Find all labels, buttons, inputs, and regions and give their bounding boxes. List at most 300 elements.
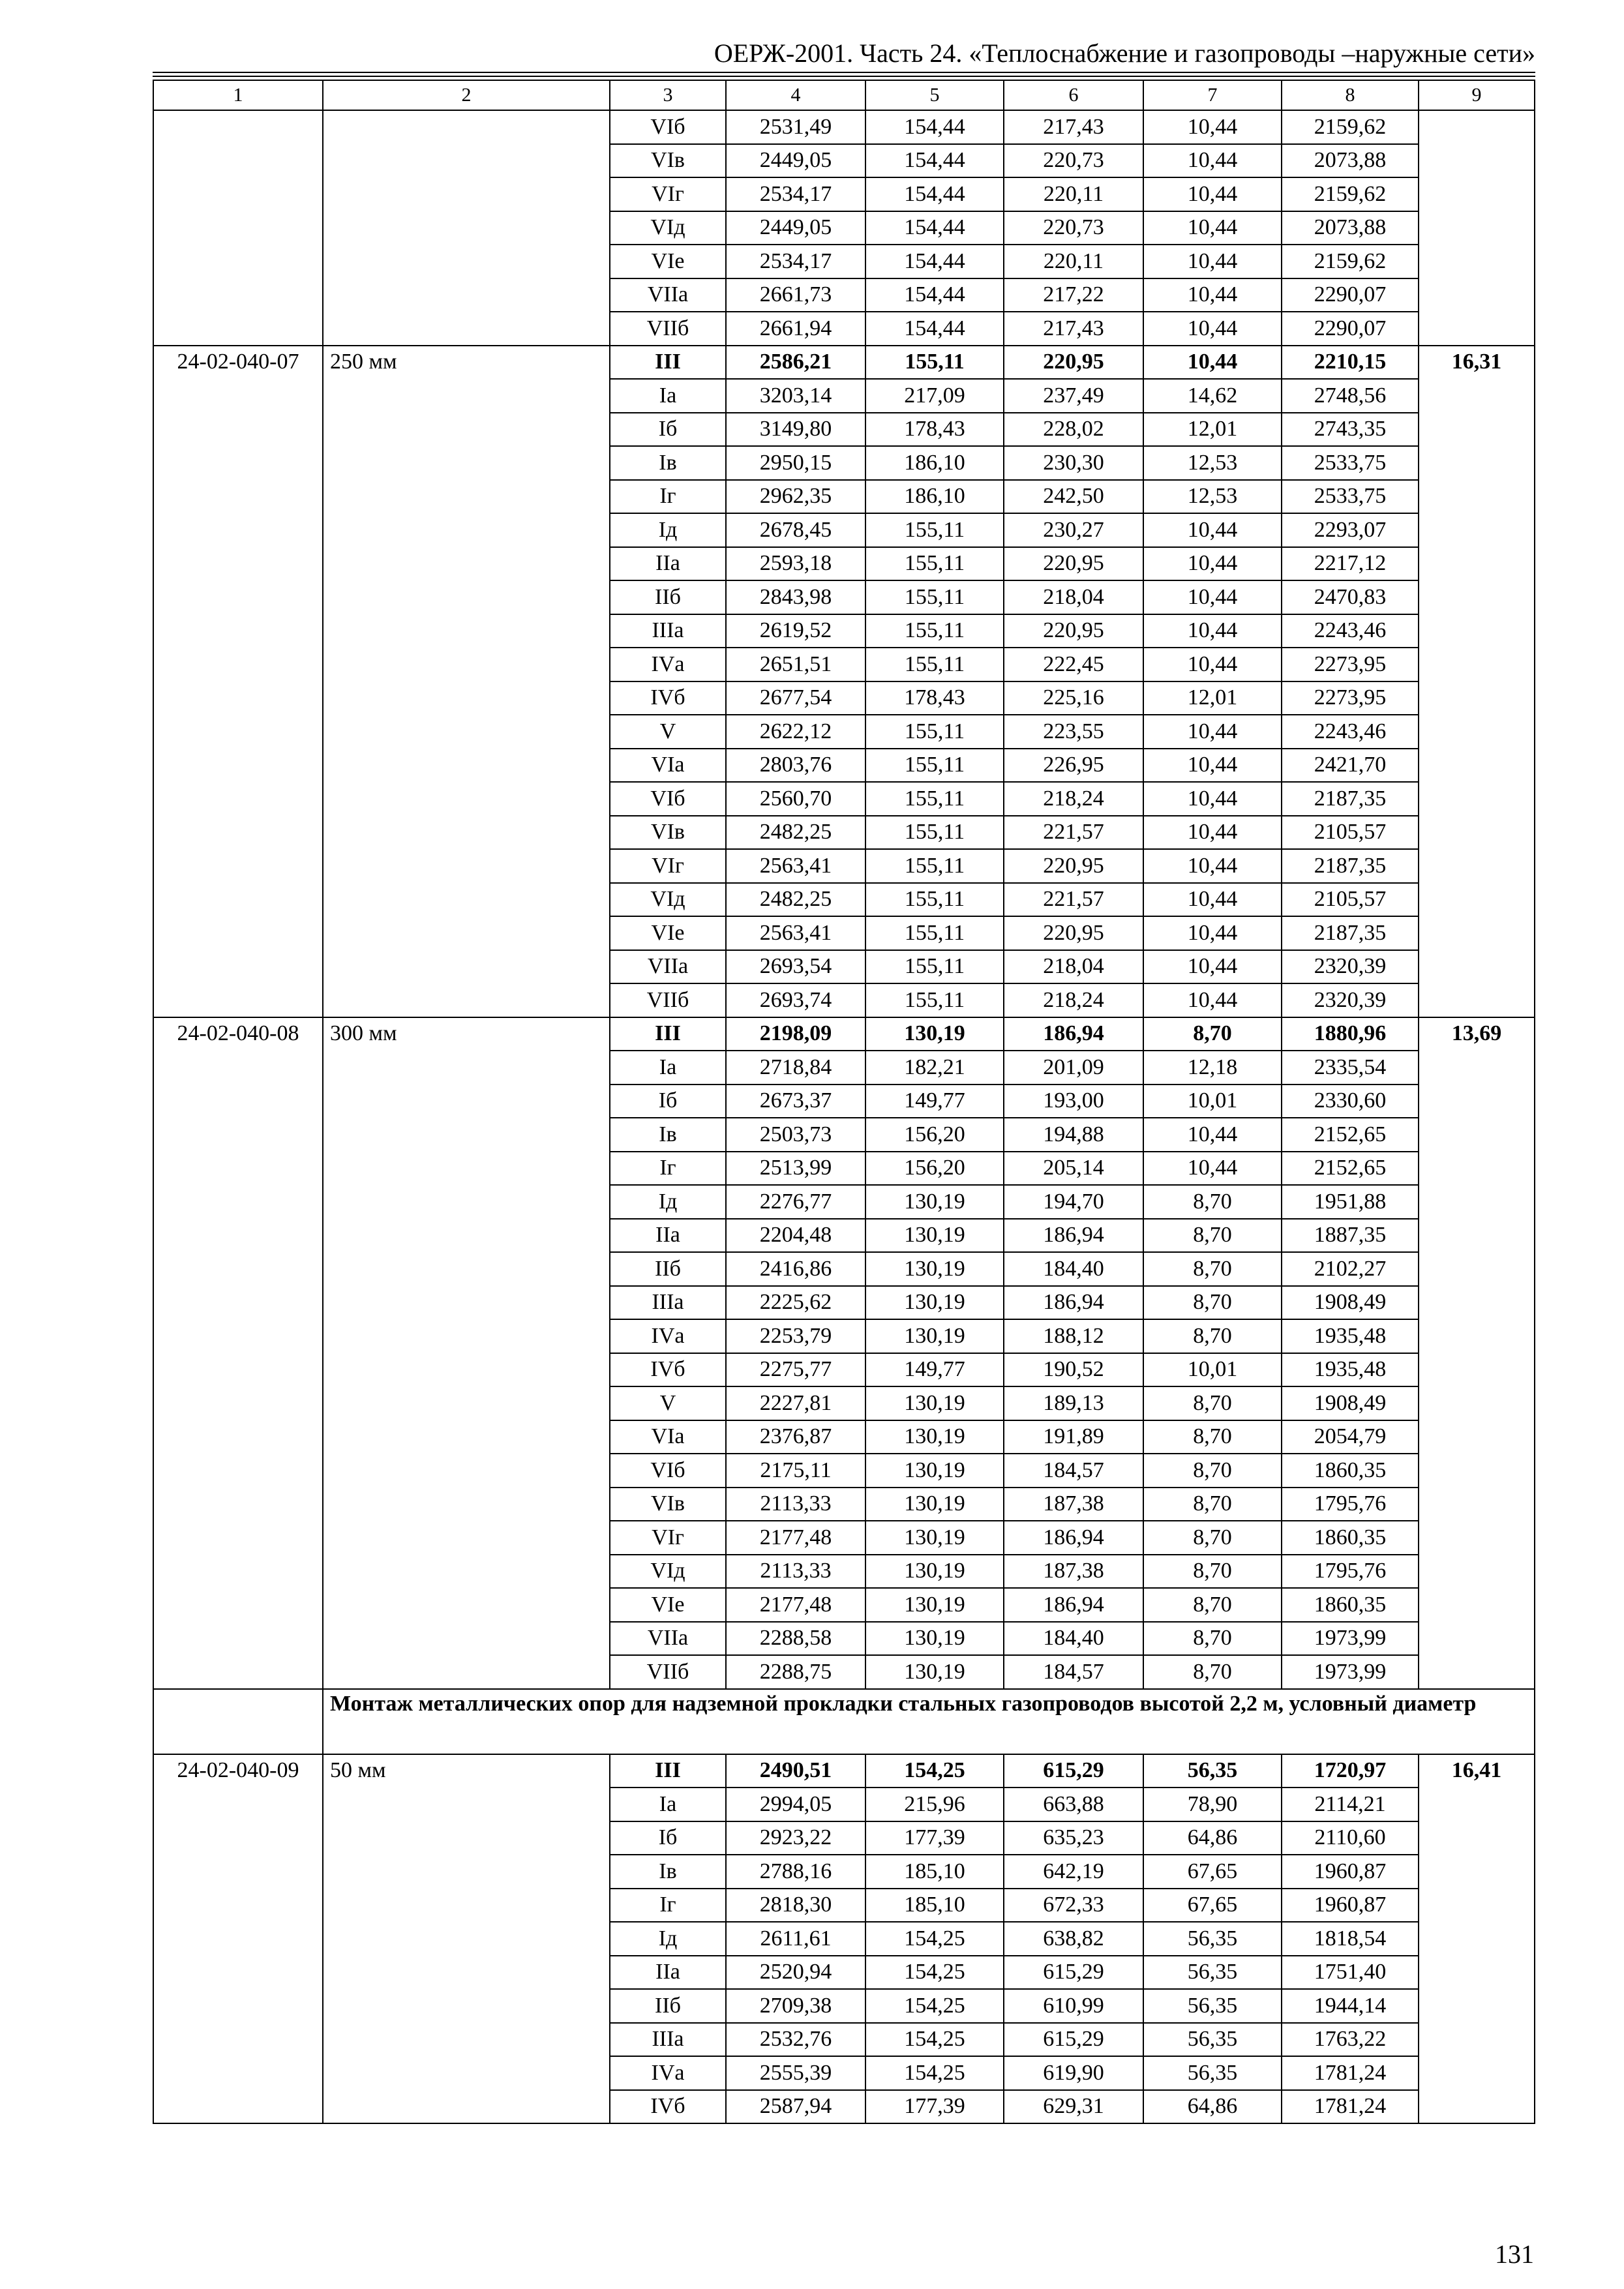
diameter: 300 мм [323, 1017, 610, 1689]
zone-cell: VIIа [610, 1622, 726, 1656]
section-title-row [153, 1689, 1535, 1754]
value-cell: 155,11 [865, 782, 1004, 816]
value-cell: 155,11 [865, 816, 1004, 850]
value-cell: 220,11 [1004, 177, 1143, 211]
value-cell: 186,94 [1004, 1286, 1143, 1320]
zone-cell: VIе [610, 245, 726, 278]
zone-cell: V [610, 715, 726, 749]
value-cell: 217,43 [1004, 312, 1143, 346]
price-table [153, 80, 1535, 2124]
value-cell: 8,70 [1143, 1588, 1282, 1622]
value-cell: 2586,21 [726, 346, 865, 380]
value-cell: 8,70 [1143, 1655, 1282, 1689]
value-cell: 12,53 [1143, 446, 1282, 480]
value-cell: 130,19 [865, 1622, 1004, 1656]
value-cell: 130,19 [865, 1655, 1004, 1689]
value-cell: 2490,51 [726, 1754, 865, 1788]
rate-code: 24-02-040-09 [153, 1754, 323, 2124]
value-cell: 8,70 [1143, 1555, 1282, 1589]
zone-cell: Iв [610, 1118, 726, 1152]
value-cell: 12,01 [1143, 413, 1282, 447]
column-number: 4 [726, 80, 865, 110]
value-cell: 155,11 [865, 648, 1004, 681]
zone-cell: IVа [610, 1319, 726, 1353]
table-row [153, 1017, 1535, 1051]
column-number: 7 [1143, 80, 1282, 110]
value-cell: 10,44 [1143, 782, 1282, 816]
value-cell: 220,95 [1004, 346, 1143, 380]
value-cell: 130,19 [865, 1252, 1004, 1286]
value-cell: 2288,75 [726, 1655, 865, 1689]
value-cell: 615,29 [1004, 2023, 1143, 2057]
value-cell: 155,11 [865, 849, 1004, 883]
zone-cell: IIIа [610, 614, 726, 648]
value-cell: 1860,35 [1282, 1521, 1419, 1555]
value-cell: 155,11 [865, 547, 1004, 581]
page-number: 131 [1495, 2239, 1534, 2269]
value-cell: 178,43 [865, 681, 1004, 715]
value-cell: 10,44 [1143, 816, 1282, 850]
value-cell: 8,70 [1143, 1386, 1282, 1420]
rate-code: 24-02-040-08 [153, 1017, 323, 1689]
zone-cell: Iв [610, 1855, 726, 1889]
value-cell: 2520,94 [726, 1956, 865, 1990]
value-cell: 130,19 [865, 1454, 1004, 1488]
value-cell: 1795,76 [1282, 1488, 1419, 1521]
value-cell: 3149,80 [726, 413, 865, 447]
value-cell: 10,44 [1143, 278, 1282, 312]
value-cell: 182,21 [865, 1051, 1004, 1085]
value-cell: 2531,49 [726, 110, 865, 144]
value-cell: 2788,16 [726, 1855, 865, 1889]
value-cell: 2611,61 [726, 1922, 865, 1956]
value-cell: 184,57 [1004, 1655, 1143, 1689]
value-cell: 3203,14 [726, 379, 865, 413]
value-cell: 10,44 [1143, 883, 1282, 917]
zone-cell: VIIб [610, 1655, 726, 1689]
column-9-value: 16,31 [1419, 346, 1535, 1017]
zone-cell: VIа [610, 749, 726, 783]
value-cell: 130,19 [865, 1319, 1004, 1353]
column-9-value: 13,69 [1419, 1017, 1535, 1689]
value-cell: 2693,74 [726, 983, 865, 1017]
value-cell: 220,73 [1004, 211, 1143, 245]
value-cell: 8,70 [1143, 1219, 1282, 1253]
value-cell: 154,44 [865, 312, 1004, 346]
value-cell: 2533,75 [1282, 480, 1419, 514]
value-cell: 186,94 [1004, 1017, 1143, 1051]
column-number: 9 [1419, 80, 1535, 110]
value-cell: 2376,87 [726, 1420, 865, 1454]
value-cell: 2110,60 [1282, 1821, 1419, 1855]
zone-cell: IIб [610, 1989, 726, 2023]
value-cell: 2587,94 [726, 2090, 865, 2124]
value-cell: 56,35 [1143, 1989, 1282, 2023]
value-cell: 67,65 [1143, 1855, 1282, 1889]
value-cell: 1908,49 [1282, 1286, 1419, 1320]
value-cell: 1860,35 [1282, 1454, 1419, 1488]
value-cell: 130,19 [865, 1521, 1004, 1555]
value-cell: 1818,54 [1282, 1922, 1419, 1956]
value-cell: 2320,39 [1282, 983, 1419, 1017]
value-cell: 186,10 [865, 446, 1004, 480]
value-cell: 156,20 [865, 1118, 1004, 1152]
value-cell: 10,01 [1143, 1085, 1282, 1118]
value-cell: 1935,48 [1282, 1353, 1419, 1387]
value-cell: 194,88 [1004, 1118, 1143, 1152]
value-cell: 155,11 [865, 983, 1004, 1017]
value-cell: 10,44 [1143, 715, 1282, 749]
value-cell: 2651,51 [726, 648, 865, 681]
value-cell: 223,55 [1004, 715, 1143, 749]
zone-cell: IIа [610, 1219, 726, 1253]
zone-cell: VIа [610, 1420, 726, 1454]
value-cell: 2290,07 [1282, 278, 1419, 312]
value-cell: 2187,35 [1282, 782, 1419, 816]
value-cell: 218,04 [1004, 580, 1143, 614]
value-cell: 2661,94 [726, 312, 865, 346]
value-cell: 154,44 [865, 144, 1004, 178]
value-cell: 185,10 [865, 1889, 1004, 1922]
value-cell: 2482,25 [726, 883, 865, 917]
value-cell: 2421,70 [1282, 749, 1419, 783]
value-cell: 221,57 [1004, 816, 1143, 850]
value-cell: 2534,17 [726, 245, 865, 278]
zone-cell: VIд [610, 883, 726, 917]
value-cell: 2227,81 [726, 1386, 865, 1420]
value-cell: 155,11 [865, 749, 1004, 783]
value-cell: 10,44 [1143, 614, 1282, 648]
zone-cell: IVа [610, 648, 726, 681]
value-cell: 1887,35 [1282, 1219, 1419, 1253]
value-cell: 56,35 [1143, 2023, 1282, 2057]
zone-cell: VIг [610, 177, 726, 211]
zone-cell: VIд [610, 1555, 726, 1589]
value-cell: 154,25 [865, 2023, 1004, 2057]
zone-cell: V [610, 1386, 726, 1420]
value-cell: 193,00 [1004, 1085, 1143, 1118]
diameter: 50 мм [323, 1754, 610, 2124]
value-cell: 629,31 [1004, 2090, 1143, 2124]
zone-cell: Iб [610, 1821, 726, 1855]
value-cell: 2748,56 [1282, 379, 1419, 413]
value-cell: 10,44 [1143, 547, 1282, 581]
zone-cell: VIе [610, 916, 726, 950]
value-cell: 64,86 [1143, 2090, 1282, 2124]
value-cell: 2288,58 [726, 1622, 865, 1656]
value-cell: 2330,60 [1282, 1085, 1419, 1118]
value-cell: 2709,38 [726, 1989, 865, 2023]
value-cell: 1795,76 [1282, 1555, 1419, 1589]
zone-cell: Iд [610, 513, 726, 547]
value-cell: 185,10 [865, 1855, 1004, 1889]
section-title: Монтаж металлических опор для надземной прокладки стальных газопроводов высотой 2,2 м, условный диаметр [323, 1689, 1535, 1754]
page-header: ОЕРЖ-2001. Часть 24. «Теплоснабжение и газопроводы –наружные сети» [714, 38, 1535, 68]
value-cell: 10,44 [1143, 1118, 1282, 1152]
value-cell: 220,95 [1004, 614, 1143, 648]
zone-cell: IVа [610, 2056, 726, 2090]
value-cell: 186,94 [1004, 1588, 1143, 1622]
zone-cell: VIб [610, 1454, 726, 1488]
value-cell: 155,11 [865, 580, 1004, 614]
value-cell: 2532,76 [726, 2023, 865, 2057]
value-cell: 8,70 [1143, 1286, 1282, 1320]
value-cell: 154,44 [865, 211, 1004, 245]
value-cell: 218,24 [1004, 983, 1143, 1017]
value-cell: 64,86 [1143, 1821, 1282, 1855]
zone-cell: III [610, 1017, 726, 1051]
value-cell: 2962,35 [726, 480, 865, 514]
value-cell: 2210,15 [1282, 346, 1419, 380]
value-cell: 155,11 [865, 715, 1004, 749]
value-cell: 10,44 [1143, 648, 1282, 681]
zone-cell: Iа [610, 1788, 726, 1821]
value-cell: 8,70 [1143, 1420, 1282, 1454]
value-cell: 155,11 [865, 614, 1004, 648]
value-cell: 205,14 [1004, 1152, 1143, 1186]
value-cell: 1751,40 [1282, 1956, 1419, 1990]
value-cell: 2073,88 [1282, 144, 1419, 178]
value-cell: 190,52 [1004, 1353, 1143, 1387]
value-cell: 130,19 [865, 1185, 1004, 1219]
value-cell: 10,44 [1143, 749, 1282, 783]
value-cell: 218,24 [1004, 782, 1143, 816]
value-cell: 10,44 [1143, 916, 1282, 950]
value-cell: 2449,05 [726, 144, 865, 178]
value-cell: 186,94 [1004, 1521, 1143, 1555]
zone-cell: Iа [610, 1051, 726, 1085]
value-cell: 2177,48 [726, 1588, 865, 1622]
value-cell: 1781,24 [1282, 2056, 1419, 2090]
value-cell: 2449,05 [726, 211, 865, 245]
value-cell: 638,82 [1004, 1922, 1143, 1956]
value-cell: 2293,07 [1282, 513, 1419, 547]
zone-cell: Iг [610, 1152, 726, 1186]
value-cell: 2533,75 [1282, 446, 1419, 480]
value-cell: 1944,14 [1282, 1989, 1419, 2023]
value-cell: 10,44 [1143, 312, 1282, 346]
value-cell: 8,70 [1143, 1521, 1282, 1555]
value-cell: 2563,41 [726, 916, 865, 950]
value-cell: 177,39 [865, 2090, 1004, 2124]
header-rule-double [153, 76, 1535, 77]
value-cell: 67,65 [1143, 1889, 1282, 1922]
value-cell: 1960,87 [1282, 1889, 1419, 1922]
value-cell: 2593,18 [726, 547, 865, 581]
header-rule [153, 72, 1535, 73]
value-cell: 2470,83 [1282, 580, 1419, 614]
value-cell: 218,04 [1004, 950, 1143, 984]
value-cell: 12,01 [1143, 681, 1282, 715]
column-9-value [1419, 110, 1535, 346]
value-cell: 230,30 [1004, 446, 1143, 480]
value-cell: 177,39 [865, 1821, 1004, 1855]
zone-cell: IIа [610, 1956, 726, 1990]
value-cell: 2253,79 [726, 1319, 865, 1353]
value-cell: 2073,88 [1282, 211, 1419, 245]
value-cell: 220,73 [1004, 144, 1143, 178]
zone-cell: VIг [610, 1521, 726, 1555]
value-cell: 186,94 [1004, 1219, 1143, 1253]
value-cell: 130,19 [865, 1017, 1004, 1051]
value-cell: 217,09 [865, 379, 1004, 413]
value-cell: 1951,88 [1282, 1185, 1419, 1219]
zone-cell: VIв [610, 144, 726, 178]
value-cell: 12,18 [1143, 1051, 1282, 1085]
value-cell: 154,44 [865, 245, 1004, 278]
value-cell: 2994,05 [726, 1788, 865, 1821]
zone-cell: VIб [610, 110, 726, 144]
value-cell: 2503,73 [726, 1118, 865, 1152]
value-cell: 2513,99 [726, 1152, 865, 1186]
value-cell: 130,19 [865, 1588, 1004, 1622]
zone-cell: VIIа [610, 950, 726, 984]
zone-cell: IIIа [610, 1286, 726, 1320]
value-cell: 2243,46 [1282, 715, 1419, 749]
column-number-row [153, 80, 1535, 110]
value-cell: 225,16 [1004, 681, 1143, 715]
value-cell: 2159,62 [1282, 110, 1419, 144]
value-cell: 1935,48 [1282, 1319, 1419, 1353]
value-cell: 619,90 [1004, 2056, 1143, 2090]
value-cell: 2102,27 [1282, 1252, 1419, 1286]
value-cell: 1880,96 [1282, 1017, 1419, 1051]
value-cell: 189,13 [1004, 1386, 1143, 1420]
value-cell: 2320,39 [1282, 950, 1419, 984]
zone-cell: Iб [610, 1085, 726, 1118]
value-cell: 188,12 [1004, 1319, 1143, 1353]
zone-cell: Iг [610, 1889, 726, 1922]
section-title-blank [153, 1689, 323, 1754]
value-cell: 12,53 [1143, 480, 1282, 514]
value-cell: 2105,57 [1282, 883, 1419, 917]
value-cell: 10,44 [1143, 245, 1282, 278]
value-cell: 2678,45 [726, 513, 865, 547]
value-cell: 130,19 [865, 1386, 1004, 1420]
zone-cell: Iб [610, 413, 726, 447]
value-cell: 220,95 [1004, 547, 1143, 581]
value-cell: 220,95 [1004, 916, 1143, 950]
column-number: 1 [153, 80, 323, 110]
value-cell: 78,90 [1143, 1788, 1282, 1821]
value-cell: 228,02 [1004, 413, 1143, 447]
value-cell: 2198,09 [726, 1017, 865, 1051]
value-cell: 2243,46 [1282, 614, 1419, 648]
zone-cell: VIе [610, 1588, 726, 1622]
rate-code: 24-02-040-07 [153, 346, 323, 1017]
diameter: 250 мм [323, 346, 610, 1017]
value-cell: 154,25 [865, 2056, 1004, 2090]
value-cell: 2217,12 [1282, 547, 1419, 581]
value-cell: 2105,57 [1282, 816, 1419, 850]
value-cell: 1973,99 [1282, 1622, 1419, 1656]
value-cell: 10,44 [1143, 110, 1282, 144]
column-9-value: 16,41 [1419, 1754, 1535, 2124]
value-cell: 201,09 [1004, 1051, 1143, 1085]
value-cell: 2276,77 [726, 1185, 865, 1219]
value-cell: 672,33 [1004, 1889, 1143, 1922]
value-cell: 10,44 [1143, 580, 1282, 614]
value-cell: 2159,62 [1282, 245, 1419, 278]
column-number: 2 [323, 80, 610, 110]
table-body [153, 80, 1535, 2123]
value-cell: 194,70 [1004, 1185, 1143, 1219]
value-cell: 8,70 [1143, 1454, 1282, 1488]
value-cell: 184,40 [1004, 1622, 1143, 1656]
value-cell: 222,45 [1004, 648, 1143, 681]
value-cell: 8,70 [1143, 1319, 1282, 1353]
value-cell: 1860,35 [1282, 1588, 1419, 1622]
value-cell: 156,20 [865, 1152, 1004, 1186]
column-number: 5 [865, 80, 1004, 110]
rate-code [153, 110, 323, 346]
value-cell: 10,44 [1143, 950, 1282, 984]
value-cell: 2718,84 [726, 1051, 865, 1085]
value-cell: 2204,48 [726, 1219, 865, 1253]
value-cell: 187,38 [1004, 1555, 1143, 1589]
value-cell: 56,35 [1143, 1922, 1282, 1956]
value-cell: 130,19 [865, 1420, 1004, 1454]
value-cell: 14,62 [1143, 379, 1282, 413]
value-cell: 178,43 [865, 413, 1004, 447]
zone-cell: VIв [610, 816, 726, 850]
zone-cell: VIг [610, 849, 726, 883]
value-cell: 2534,17 [726, 177, 865, 211]
value-cell: 642,19 [1004, 1855, 1143, 1889]
value-cell: 8,70 [1143, 1252, 1282, 1286]
value-cell: 184,57 [1004, 1454, 1143, 1488]
zone-cell: IIб [610, 580, 726, 614]
value-cell: 10,44 [1143, 177, 1282, 211]
value-cell: 10,44 [1143, 211, 1282, 245]
value-cell: 635,23 [1004, 1821, 1143, 1855]
value-cell: 2673,37 [726, 1085, 865, 1118]
zone-cell: Iа [610, 379, 726, 413]
value-cell: 2563,41 [726, 849, 865, 883]
value-cell: 155,11 [865, 346, 1004, 380]
value-cell: 2275,77 [726, 1353, 865, 1387]
value-cell: 2290,07 [1282, 312, 1419, 346]
value-cell: 220,11 [1004, 245, 1143, 278]
value-cell: 2187,35 [1282, 916, 1419, 950]
value-cell: 2335,54 [1282, 1051, 1419, 1085]
value-cell: 217,43 [1004, 110, 1143, 144]
zone-cell: III [610, 346, 726, 380]
value-cell: 1720,97 [1282, 1754, 1419, 1788]
value-cell: 2159,62 [1282, 177, 1419, 211]
value-cell: 2113,33 [726, 1488, 865, 1521]
value-cell: 2818,30 [726, 1889, 865, 1922]
table-row [153, 1754, 1535, 1788]
value-cell: 56,35 [1143, 1754, 1282, 1788]
value-cell: 2114,21 [1282, 1788, 1419, 1821]
value-cell: 130,19 [865, 1219, 1004, 1253]
value-cell: 10,44 [1143, 346, 1282, 380]
value-cell: 56,35 [1143, 2056, 1282, 2090]
zone-cell: Iг [610, 480, 726, 514]
value-cell: 154,25 [865, 1754, 1004, 1788]
value-cell: 149,77 [865, 1353, 1004, 1387]
value-cell: 154,44 [865, 110, 1004, 144]
value-cell: 2187,35 [1282, 849, 1419, 883]
value-cell: 217,22 [1004, 278, 1143, 312]
zone-cell: Iв [610, 446, 726, 480]
zone-cell: IVб [610, 681, 726, 715]
value-cell: 186,10 [865, 480, 1004, 514]
value-cell: 130,19 [865, 1488, 1004, 1521]
value-cell: 154,44 [865, 177, 1004, 211]
value-cell: 2416,86 [726, 1252, 865, 1286]
